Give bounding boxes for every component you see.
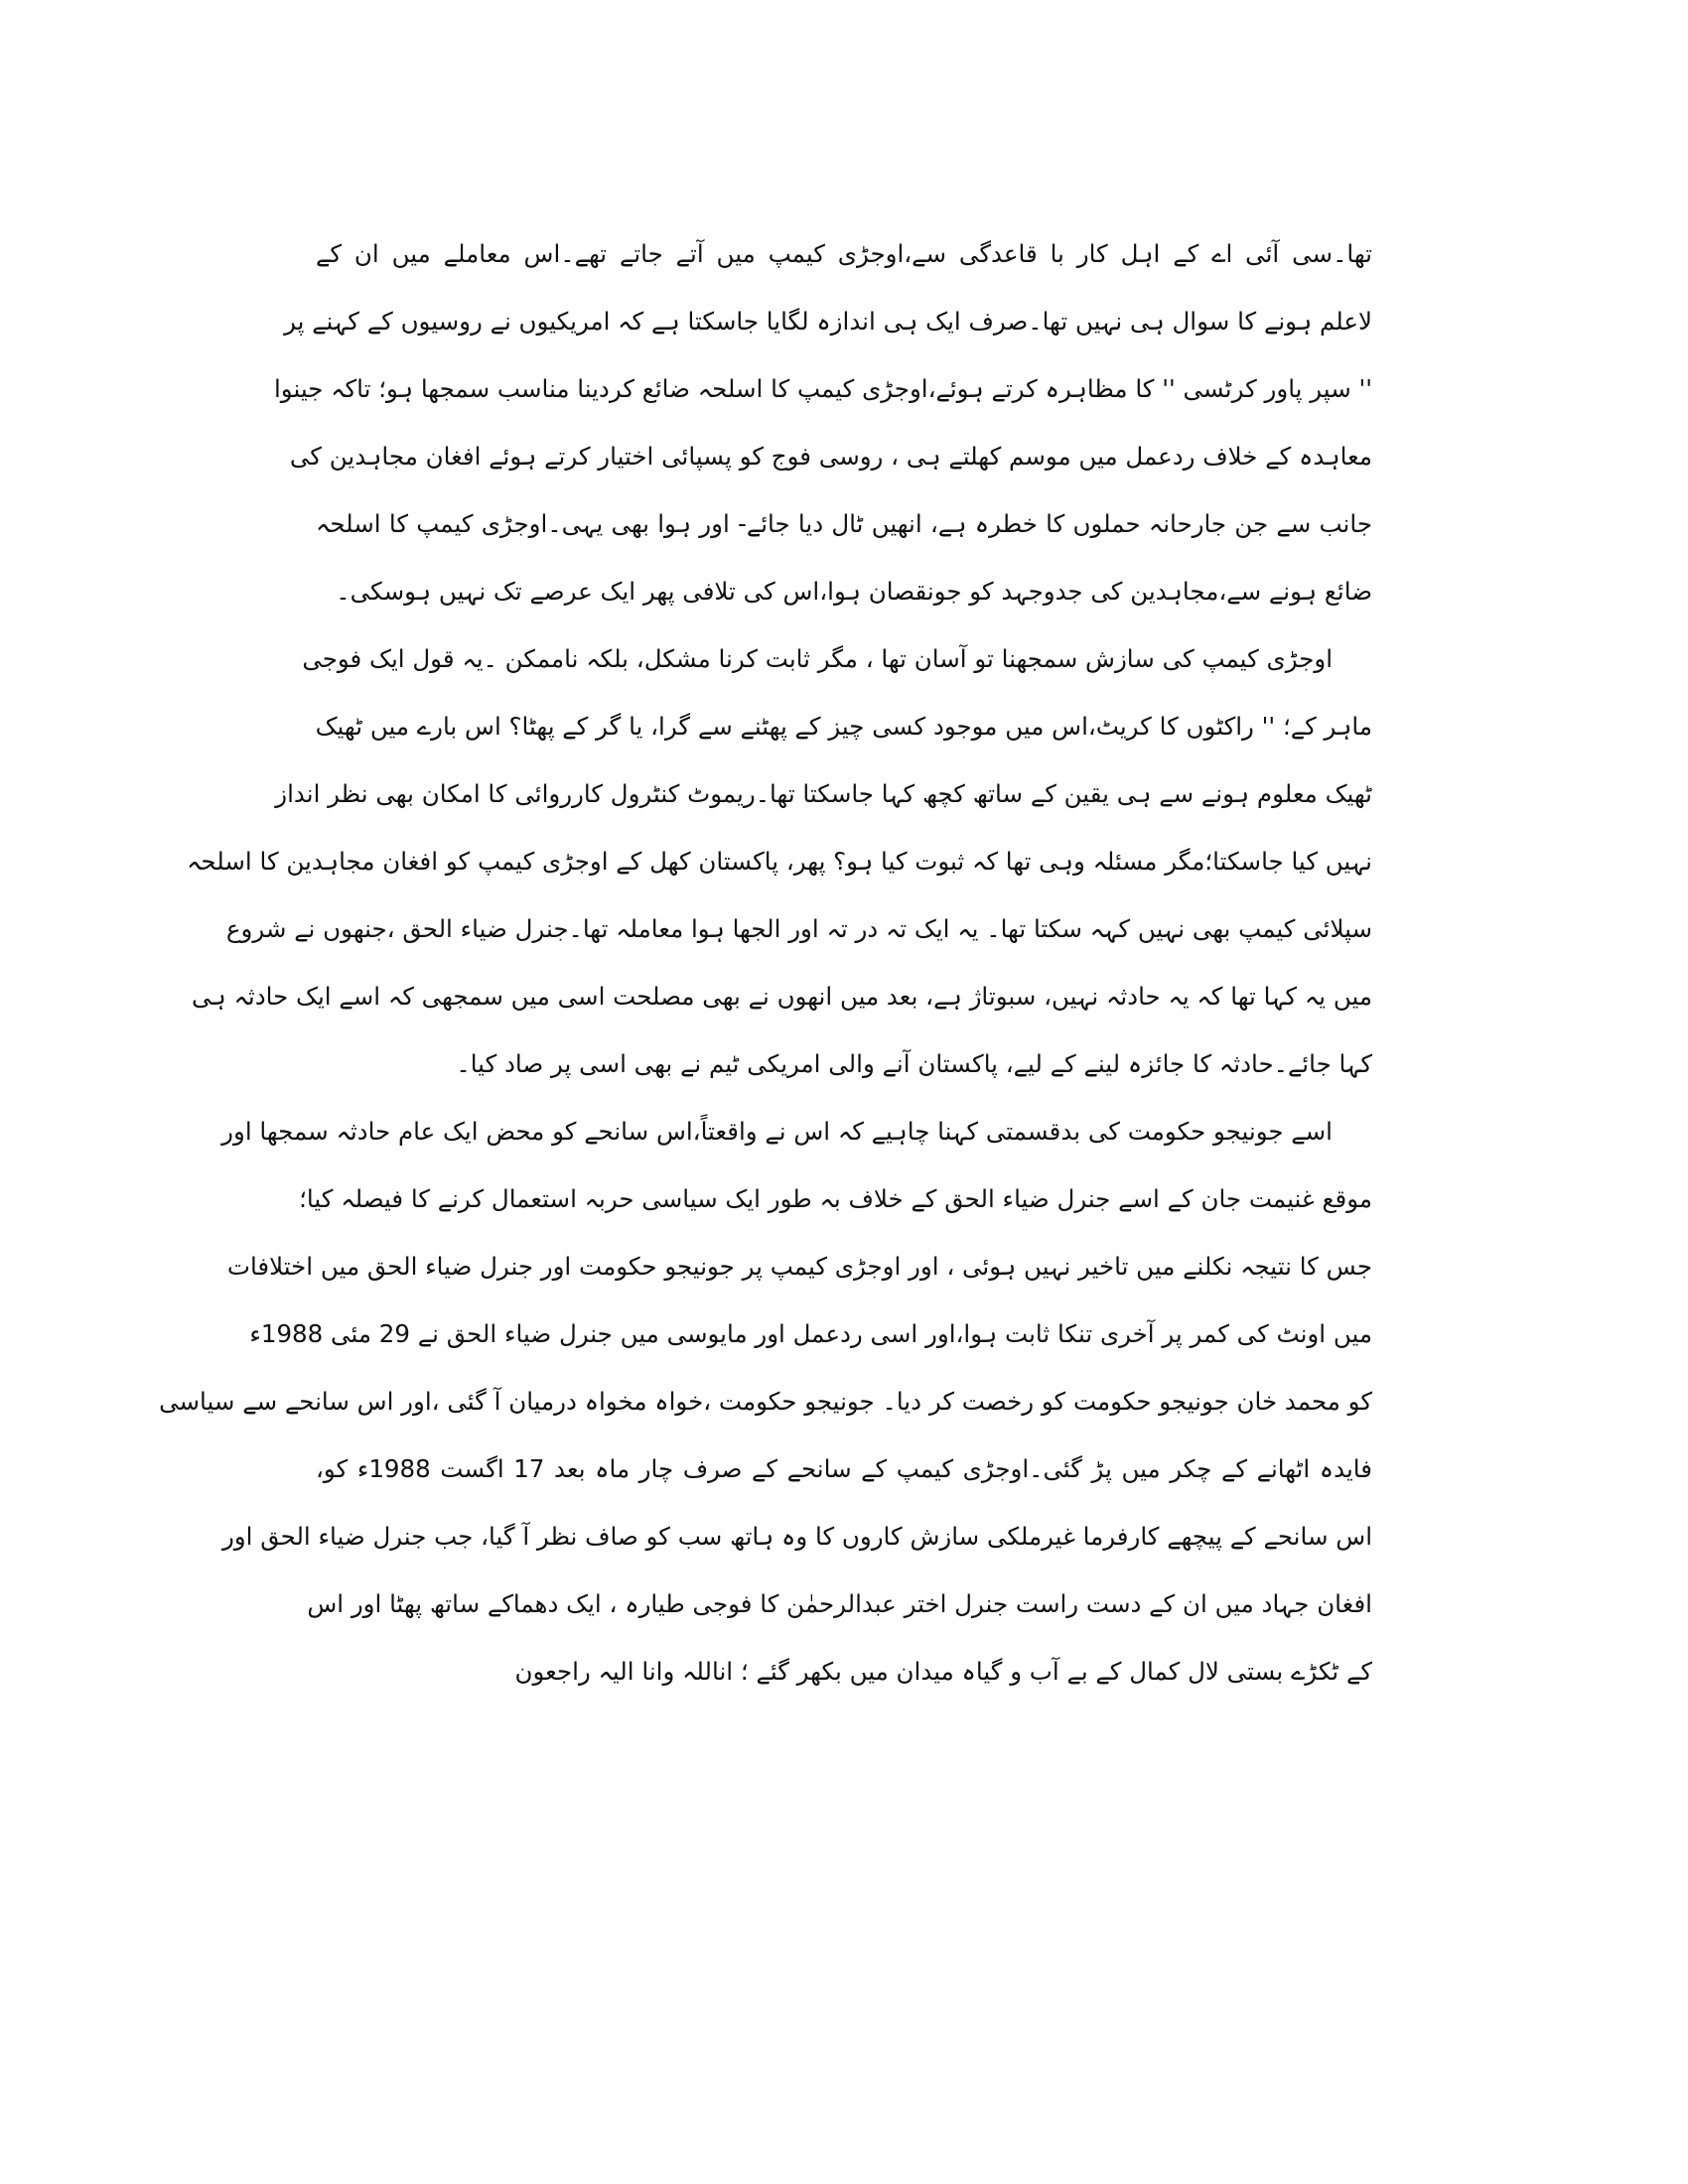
- paragraph-2: [187, 625, 1372, 1098]
- text-line: کہا جائے۔حادثہ کا جائزہ لینے کے لیے، پاکستان آنے والی امریکی ٹیم نے بھی اسی پر صاد کیا۔: [456, 1049, 1372, 1078]
- text-line: کے ٹکڑے بستی لال کمال کے بے آب و گیاہ میدان میں بکھر گئے ؛ اناللہ وانا الیہ راجعون: [514, 1657, 1372, 1686]
- text-line: اسے جونیجو حکومت کی بدقسمتی کہنا چاہیے کہ اس نے واقعتاً،اس سانحے کو محض ایک عام حادثہ سمجھا اور: [221, 1117, 1333, 1146]
- paragraph-3: [159, 1098, 1372, 1706]
- text-line: اس سانحے کے پیچھے کارفرما غیرملکی سازش کاروں کا وہ ہاتھ سب کو صاف نظر آ گیا، جب جنرل ضیاء الحق اور: [221, 1522, 1372, 1551]
- text-line: تھا۔سی آئی اے کے اہل کار با قاعدگی سے،اوجڑی کیمپ میں آتے جاتے تھے۔اس معاملے میں ان کے: [316, 239, 1372, 268]
- text-line: میں اونٹ کی کمر پر آخری تنکا ثابت ہوا،اور اسی ردعمل اور مایوسی میں جنرل ضیاء الحق نے 29 مئی 1988ء: [249, 1319, 1372, 1348]
- text-line: موقع غنیمت جان کے اسے جنرل ضیاء الحق کے خلاف بہ طور ایک سیاسی حربہ استعمال کرنے کا فیصلہ کیا؛: [299, 1184, 1372, 1213]
- text-line: فایدہ اٹھانے کے چکر میں پڑ گئی۔اوجڑی کیمپ کے سانحے کے صرف چار ماہ بعد 17 اگست 1988ء کو،: [316, 1454, 1372, 1483]
- text-line: '' سپر پاور کرٹسی '' کا مظاہرہ کرتے ہوئے،اوجڑی کیمپ کا اسلحہ ضائع کردینا مناسب سمجھا ہو؛ تاکہ جینوا: [273, 374, 1372, 403]
- text-line: نہیں کیا جاسکتا؛مگر مسئلہ وہی تھا کہ ثبوت کیا ہو؟ پھر، پاکستان کھل کے اوجڑی کیمپ کو افغان مجاہدین کا اسلحہ: [187, 847, 1372, 876]
- text-line: ماہر کے؛ '' راکٹوں کا کریٹ،اس میں موجود کسی چیز کے پھٹنے سے گرا، یا گر کے پھٹا؟ اس بارے میں ٹھیک: [315, 712, 1372, 741]
- text-line: معاہدہ کے خلاف ردعمل میں موسم کھلتے ہی ، روسی فوج کو پسپائی اختیار کرتے ہوئے افغان مجاہدین کی: [289, 442, 1372, 471]
- text-line: کو محمد خان جونیجو حکومت کو رخصت کر دیا۔ جونیجو حکومت ،خواہ مخواہ درمیان آ گئی ،اور اس سانحے سے سیاسی: [159, 1387, 1372, 1416]
- paragraph-1: [273, 220, 1372, 625]
- text-line: ٹھیک معلوم ہونے سے ہی یقین کے ساتھ کچھ کہا جاسکتا تھا۔ریموٹ کنٹرول کارروائی کا امکان بھی نظر انداز: [275, 779, 1372, 808]
- body-text: [159, 220, 1372, 1706]
- text-line: افغان جہاد میں ان کے دست راست جنرل اختر عبدالرحمٰن کا فوجی طیارہ ، ایک دھماکے ساتھ پھٹا اور اس: [307, 1589, 1372, 1618]
- text-line: جس کا نتیجہ نکلنے میں تاخیر نہیں ہوئی ، اور اوجڑی کیمپ پر جونیجو حکومت اور جنرل ضیاء الحق میں اختلافات: [226, 1252, 1372, 1281]
- text-line: جانب سے جن جارحانہ حملوں کا خطرہ ہے، انھیں ٹال دیا جائے- اور ہوا بھی یہی۔اوجڑی کیمپ کا اسلحہ: [316, 509, 1372, 538]
- text-line: سپلائی کیمپ بھی نہیں کہہ سکتا تھا۔ یہ ایک تہ در تہ اور الجھا ہوا معاملہ تھا۔جنرل ضیاء الحق ،جنھوں نے شروع: [225, 914, 1372, 943]
- text-line: ضائع ہونے سے،مجاہدین کی جدوجہد کو جونقصان ہوا،اس کی تلافی پھر ایک عرصے تک نہیں ہوسکی۔: [336, 577, 1372, 606]
- text-line: لاعلم ہونے کا سوال ہی نہیں تھا۔صرف ایک ہی اندازہ لگایا جاسکتا ہے کہ امریکیوں نے روسیوں کے کہنے پر: [284, 307, 1372, 336]
- text-line: میں یہ کہا تھا کہ یہ حادثہ نہیں، سبوتاژ ہے، بعد میں انھوں نے بھی مصلحت اسی میں سمجھی کہ اسے ایک حادثہ ہی: [191, 982, 1372, 1011]
- text-line: اوجڑی کیمپ کی سازش سمجھنا تو آسان تھا ، مگر ثابت کرنا مشکل، بلکہ ناممکن ۔یہ قول ایک فوجی: [302, 644, 1333, 673]
